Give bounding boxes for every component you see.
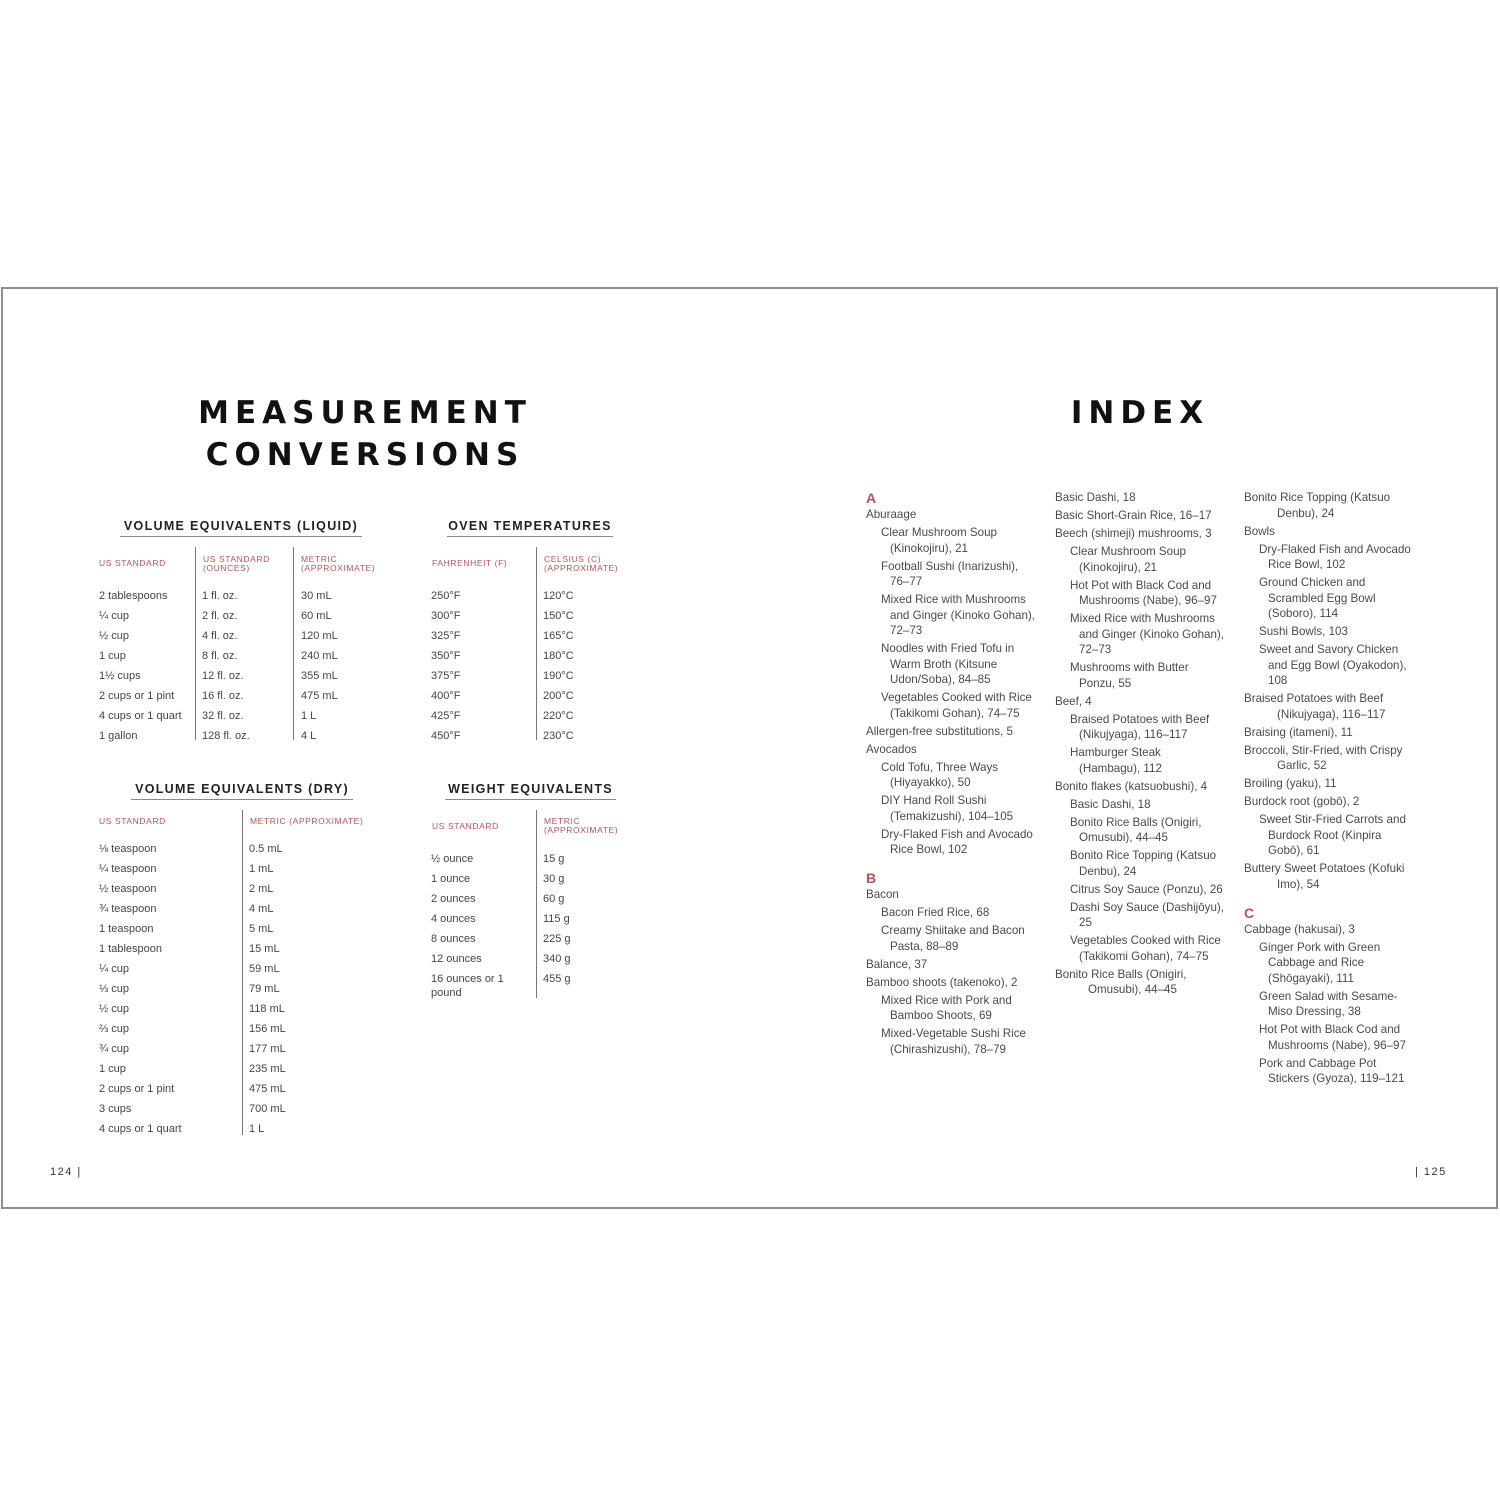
table-cell: 15 mL: [249, 943, 280, 955]
index-column-2: [1055, 490, 1225, 1000]
index-subentry: Dry-Flaked Fish and Avocado Rice Bowl, 102: [1259, 542, 1411, 571]
table-cell: 700 mL: [249, 1103, 286, 1115]
table-cell: 200°C: [543, 690, 574, 702]
right-page-number: | 125: [1415, 1166, 1447, 1178]
table-cell: 400°F: [431, 690, 461, 702]
index-subentry: Hamburger Steak (Hambagu), 112: [1070, 746, 1162, 775]
table-cell: 375°F: [431, 670, 461, 682]
weight-header-us: US STANDARD: [432, 821, 499, 831]
table-cell: ¾ teaspoon: [99, 903, 157, 915]
table-cell: 150°C: [543, 610, 574, 622]
table-cell: 4 cups or 1 quart: [99, 710, 182, 722]
volume-dry-header-metric: METRIC (APPROXIMATE): [250, 816, 364, 826]
table-cell: 30 g: [543, 873, 565, 885]
table-cell: ½ ounce: [431, 853, 474, 865]
table-cell: ¼ cup: [99, 610, 129, 622]
table-cell: 5 mL: [249, 923, 274, 935]
table-cell: 115 g: [543, 913, 570, 925]
volume-liquid-divider-1: [195, 547, 196, 740]
index-letter-heading: A: [866, 490, 877, 506]
table-cell: 220°C: [543, 710, 574, 722]
index-subentry: Sweet and Savory Chicken and Egg Bowl (Oyakodon), 108: [1259, 643, 1407, 687]
conversions-title: [140, 392, 590, 476]
oven-header-fahrenheit: FAHRENHEIT (F): [432, 558, 508, 568]
table-cell: 4 cups or 1 quart: [99, 1123, 182, 1135]
volume-liquid-divider-2: [293, 547, 294, 740]
index-entry: Braising (itameni), 11: [1244, 725, 1353, 739]
table-cell: 156 mL: [249, 1023, 286, 1035]
table-cell: 118 mL: [249, 1003, 285, 1015]
index-subentry: Cold Tofu, Three Ways (Hiyayakko), 50: [881, 760, 999, 789]
index-subentry: Mixed Rice with Mushrooms and Ginger (Kinoko Gohan), 72–73: [1070, 612, 1225, 656]
index-subentry: Mushrooms with Butter Ponzu, 55: [1070, 661, 1189, 690]
index-subentry: Mixed Rice with Pork and Bamboo Shoots, 69: [881, 993, 1012, 1022]
volume-liquid-header-ounces: US STANDARD (OUNCES): [203, 554, 270, 573]
index-entry: Bowls: [1244, 524, 1275, 538]
index-entry: Bonito flakes (katsuobushi), 4: [1055, 779, 1208, 793]
table-cell: 3 cups: [99, 1103, 132, 1115]
index-subentry: Clear Mushroom Soup (Kinokojiru), 21: [881, 526, 997, 555]
index-entry: Braised Potatoes with Beef (Nikujyaga), 116–117: [1244, 692, 1386, 721]
table-cell: 12 ounces: [431, 953, 482, 965]
table-cell: 120°C: [543, 590, 574, 602]
index-subentry: Citrus Soy Sauce (Ponzu), 26: [1070, 882, 1223, 896]
table-cell: 1 cup: [99, 650, 126, 662]
index-title: INDEX: [1070, 395, 1210, 431]
table-cell: 355 mL: [301, 670, 338, 682]
oven-header-celsius: CELSIUS (C) (APPROXIMATE): [544, 554, 619, 573]
index-entry: Basic Short-Grain Rice, 16–17: [1055, 509, 1212, 522]
table-cell: 300°F: [431, 610, 461, 622]
table-cell: 12 fl. oz.: [202, 670, 244, 682]
table-cell: 0.5 mL: [249, 843, 283, 855]
table-cell: 2 tablespoons: [99, 590, 168, 602]
table-cell: ⅔ cup: [99, 1023, 129, 1035]
table-cell: 1 cup: [99, 1063, 126, 1075]
table-cell: 425°F: [431, 710, 461, 722]
table-cell: 340 g: [543, 953, 571, 965]
table-cell: 1 teaspoon: [99, 923, 154, 935]
table-cell: 4 L: [301, 730, 317, 742]
index-subentry: Bonito Rice Topping (Katsuo Denbu), 24: [1070, 849, 1217, 878]
conversions-title-line1: MEASUREMENT: [198, 395, 532, 431]
index-subentry: Pork and Cabbage Pot Stickers (Gyoza), 119–121: [1259, 1056, 1405, 1085]
index-subentry: Braised Potatoes with Beef (Nikujyaga), 116–117: [1070, 712, 1210, 741]
index-entry: Bonito Rice Balls (Onigiri, Omusubi), 44–45: [1055, 967, 1187, 996]
table-cell: 475 mL: [301, 690, 338, 702]
table-cell: ¼ teaspoon: [99, 863, 157, 875]
table-cell: 225 g: [543, 933, 571, 945]
table-cell: 1 L: [301, 710, 317, 722]
table-cell: 165°C: [543, 630, 574, 642]
table-cell: 2 cups or 1 pint: [99, 690, 175, 702]
index-entry: Balance, 37: [866, 957, 928, 971]
volume-liquid-us-column: [99, 586, 193, 746]
index-subentry: Bacon Fried Rice, 68: [881, 906, 990, 919]
table-cell: 1 mL: [249, 863, 274, 875]
index-subentry: Basic Dashi, 18: [1070, 797, 1151, 811]
weight-divider: [536, 810, 537, 998]
index-entry: Cabbage (hakusai), 3: [1244, 922, 1355, 936]
volume-liquid-header-us: US STANDARD: [99, 558, 166, 568]
table-cell: 1 ounce: [431, 873, 471, 885]
index-subentry: Mixed Rice with Mushrooms and Ginger (Kinoko Gohan), 72–73: [881, 593, 1036, 637]
index-entry: Basic Dashi, 18: [1055, 491, 1136, 504]
index-subentry: Creamy Shiitake and Bacon Pasta, 88–89: [881, 924, 1025, 953]
oven-celsius-column: [543, 586, 623, 746]
table-cell: 59 mL: [249, 963, 280, 975]
table-cell: ¼ cup: [99, 963, 129, 975]
table-cell: 1 L: [249, 1123, 265, 1135]
table-cell: 235 mL: [249, 1063, 286, 1075]
volume-dry-title: VOLUME EQUIVALENTS (DRY): [131, 782, 353, 800]
table-cell: 2 fl. oz.: [202, 610, 238, 622]
volume-dry-metric-column: [249, 839, 329, 1139]
table-cell: 1 fl. oz.: [202, 590, 238, 602]
table-cell: 1 gallon: [99, 730, 138, 742]
table-cell: ¾ cup: [99, 1043, 129, 1055]
index-entry: Broccoli, Stir-Fried, with Crispy Garlic, 52: [1244, 743, 1403, 772]
index-letter-heading: C: [1244, 904, 1255, 921]
index-entry: Aburaage: [866, 508, 917, 521]
index-entry: Beech (shimeji) mushrooms, 3: [1055, 527, 1212, 540]
table-cell: 128 fl. oz.: [202, 730, 250, 742]
table-cell: 120 mL: [301, 630, 338, 642]
volume-dry-divider: [242, 810, 243, 1135]
index-entry: Burdock root (gobō), 2: [1244, 795, 1360, 808]
table-cell: 450°F: [431, 730, 461, 742]
table-cell: 8 ounces: [431, 933, 476, 945]
index-subentry: Noodles with Fried Tofu in Warm Broth (Kitsune Udon/Soba), 84–85: [881, 642, 1015, 686]
volume-liquid-header-metric: METRIC (APPROXIMATE): [301, 554, 376, 573]
table-cell: 8 fl. oz.: [202, 650, 238, 662]
left-page-number: 124 |: [50, 1166, 82, 1178]
index-entry: Buttery Sweet Potatoes (Kofuki Imo), 54: [1244, 862, 1405, 891]
index-subentry: Vegetables Cooked with Rice (Takikomi Gohan), 74–75: [1070, 934, 1221, 963]
table-cell: 32 fl. oz.: [202, 710, 244, 722]
table-cell: 4 mL: [249, 903, 274, 915]
weight-header-metric: METRIC (APPROXIMATE): [544, 816, 619, 835]
table-cell: 350°F: [431, 650, 461, 662]
index-subentry: Green Salad with Sesame-Miso Dressing, 38: [1259, 989, 1398, 1018]
index-entry: Allergen-free substitutions, 5: [866, 724, 1013, 738]
weight-title: WEIGHT EQUIVALENTS: [445, 782, 616, 800]
table-cell: 4 fl. oz.: [202, 630, 238, 642]
oven-fahrenheit-column: [431, 586, 521, 746]
table-cell: 79 mL: [249, 983, 280, 995]
table-cell: ½ cup: [99, 630, 129, 642]
volume-liquid-ounces-column: [202, 586, 290, 746]
index-entry: Broiling (yaku), 11: [1244, 777, 1337, 790]
index-subentry: Hot Pot with Black Cod and Mushrooms (Nabe), 96–97: [1259, 1023, 1406, 1052]
index-subentry: Football Sushi (Inarizushi), 76–77: [881, 559, 1019, 588]
table-cell: 2 ounces: [431, 893, 476, 905]
index-subentry: Hot Pot with Black Cod and Mushrooms (Nabe), 96–97: [1070, 578, 1217, 607]
index-subentry: Sushi Bowls, 103: [1259, 625, 1348, 638]
table-cell: 2 cups or 1 pint: [99, 1083, 175, 1095]
table-cell: 16 fl. oz.: [202, 690, 244, 702]
volume-liquid-title: VOLUME EQUIVALENTS (LIQUID): [120, 519, 362, 537]
index-subentry: Sweet Stir-Fried Carrots and Burdock Root (Kinpira Gobō), 61: [1259, 813, 1406, 857]
table-cell: 4 ounces: [431, 913, 476, 925]
index-entry: Beef, 4: [1055, 694, 1092, 708]
table-cell: 1 tablespoon: [99, 943, 162, 955]
weight-metric-column: [543, 849, 623, 989]
table-cell: 1½ cups: [99, 670, 141, 682]
table-cell: 15 g: [543, 853, 565, 865]
table-cell: 30 mL: [301, 590, 332, 602]
index-entry: Bonito Rice Topping (Katsuo Denbu), 24: [1244, 491, 1391, 520]
table-cell: ½ cup: [99, 1003, 129, 1015]
table-cell: 230°C: [543, 730, 574, 742]
index-entry: Avocados: [866, 742, 917, 756]
table-cell: ½ teaspoon: [99, 883, 157, 895]
table-cell: 2 mL: [249, 883, 274, 895]
index-subentry: Dashi Soy Sauce (Dashijōyu), 25: [1070, 900, 1225, 929]
table-cell: 475 mL: [249, 1083, 286, 1095]
table-cell: 177 mL: [249, 1043, 286, 1055]
index-subentry: Bonito Rice Balls (Onigiri, Omusubi), 44–45: [1070, 815, 1202, 844]
oven-temperatures-title: OVEN TEMPERATURES: [447, 519, 613, 537]
table-cell: 16 ounces or 1 pound: [431, 973, 504, 999]
table-cell: 325°F: [431, 630, 461, 642]
table-cell: 60 mL: [301, 610, 332, 622]
index-entry: Bamboo shoots (takenoko), 2: [866, 975, 1018, 989]
index-subentry: Dry-Flaked Fish and Avocado Rice Bowl, 102: [881, 827, 1033, 856]
table-cell: 180°C: [543, 650, 574, 662]
volume-dry-header-us: US STANDARD: [99, 816, 166, 826]
volume-dry-us-column: [99, 839, 229, 1139]
conversions-title-line2: CONVERSIONS: [205, 437, 525, 473]
index-entry: Bacon: [866, 888, 899, 901]
table-cell: 60 g: [543, 893, 565, 905]
index-column-3: [1244, 490, 1416, 1089]
table-cell: ⅛ teaspoon: [99, 843, 157, 855]
table-cell: 190°C: [543, 670, 574, 682]
oven-divider: [536, 547, 537, 740]
index-subentry: Mixed-Vegetable Sushi Rice (Chirashizushi), 78–79: [881, 1027, 1027, 1056]
table-cell: 240 mL: [301, 650, 338, 662]
table-cell: ⅓ cup: [99, 983, 129, 995]
index-subentry: Ground Chicken and Scrambled Egg Bowl (Soboro), 114: [1259, 576, 1376, 620]
weight-us-column: [431, 849, 523, 1000]
index-column-1: [866, 489, 1036, 1060]
index-letter-heading: B: [866, 870, 877, 886]
index-subentry: Clear Mushroom Soup (Kinokojiru), 21: [1070, 545, 1186, 574]
table-cell: 250°F: [431, 590, 461, 602]
table-cell: 455 g: [543, 973, 571, 985]
index-subentry: Vegetables Cooked with Rice (Takikomi Gohan), 74–75: [881, 691, 1032, 720]
index-subentry: DIY Hand Roll Sushi (Temakizushi), 104–105: [881, 794, 1014, 823]
index-subentry: Ginger Pork with Green Cabbage and Rice (Shōgayaki), 111: [1259, 940, 1381, 985]
volume-liquid-metric-column: [301, 586, 381, 746]
